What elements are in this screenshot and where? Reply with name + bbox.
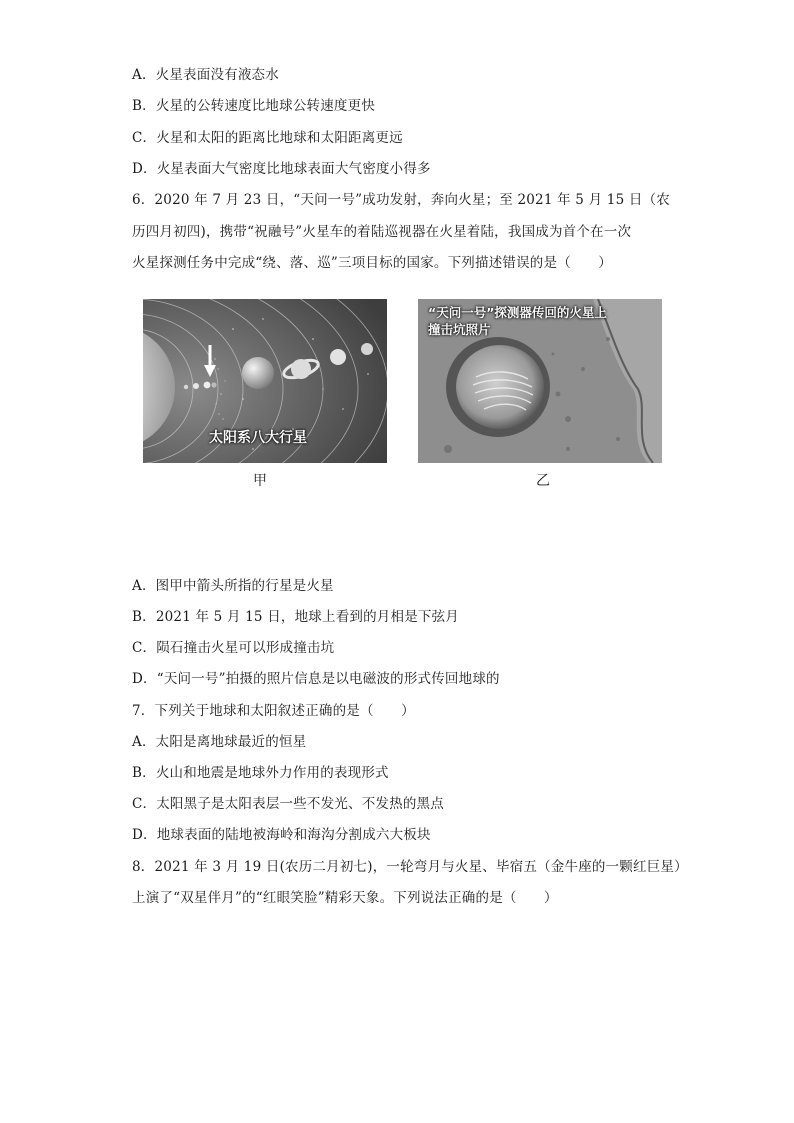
q6-option-a: A．图甲中箭头所指的行星是火星 [132, 578, 334, 594]
q8-stem-line-2: 上演了“双星伴月”的“红眼笑脸”精彩天象。下列说法正确的是（ ） [132, 890, 558, 906]
q7-option-c: C．太阳黑子是太阳表层一些不发光、不发热的黑点 [132, 796, 444, 812]
q7-option-b: B．火山和地震是地球外力作用的表现形式 [132, 765, 389, 781]
q6-option-c: C．陨石撞击火星可以形成撞击坑 [132, 640, 335, 656]
q5-option-a: A．火星表面没有液态水 [132, 67, 279, 83]
figure-jia-caption: 甲 [253, 473, 267, 489]
mars-crater-image [418, 299, 662, 463]
q5-option-d: D．火星表面大气密度比地球表面大气密度小得多 [132, 161, 431, 177]
figure-yi-caption: 乙 [536, 473, 550, 489]
q5-option-c: C．火星和太阳的距离比地球和太阳距离更远 [132, 130, 403, 146]
crater-label-line-2: 撞击坑照片 [428, 322, 491, 337]
q6-stem-line-2: 历四月初四)，携带“祝融号”火星车的着陆巡视器在火星着陆，我国成为首个在一次 [132, 224, 632, 240]
solar-system-image [143, 299, 387, 463]
q6-option-d: D．“天问一号”拍摄的照片信息是以电磁波的形式传回地球的 [132, 671, 500, 687]
q6-option-b: B．2021 年 5 月 15 日，地球上看到的月相是下弦月 [132, 609, 460, 625]
q7-option-d: D．地球表面的陆地被海岭和海沟分割成六大板块 [132, 827, 431, 843]
crater-label-line-1: “天问一号”探测器传回的火星上 [428, 305, 607, 320]
q8-stem-line-1: 8．2021 年 3 月 19 日(农历二月初七)，一轮弯月与火星、毕宿五（金牛座的一颗红巨星） [132, 859, 688, 875]
q7-stem: 7．下列关于地球和太阳叙述正确的是（ ） [132, 703, 415, 719]
q5-option-b: B．火星的公转速度比地球公转速度更快 [132, 98, 376, 114]
q7-option-a: A．太阳是离地球最近的恒星 [132, 734, 307, 750]
q6-stem-line-1: 6．2020 年 7 月 23 日，“天问一号”成功发射，奔向火星；至 2021 年 5 月 15 日（农 [132, 192, 670, 208]
solar-system-label: 太阳系八大行星 [209, 430, 307, 446]
q6-stem-line-3: 火星探测任务中完成“绕、落、巡”三项目标的国家。下列描述错误的是（ ） [132, 255, 613, 271]
